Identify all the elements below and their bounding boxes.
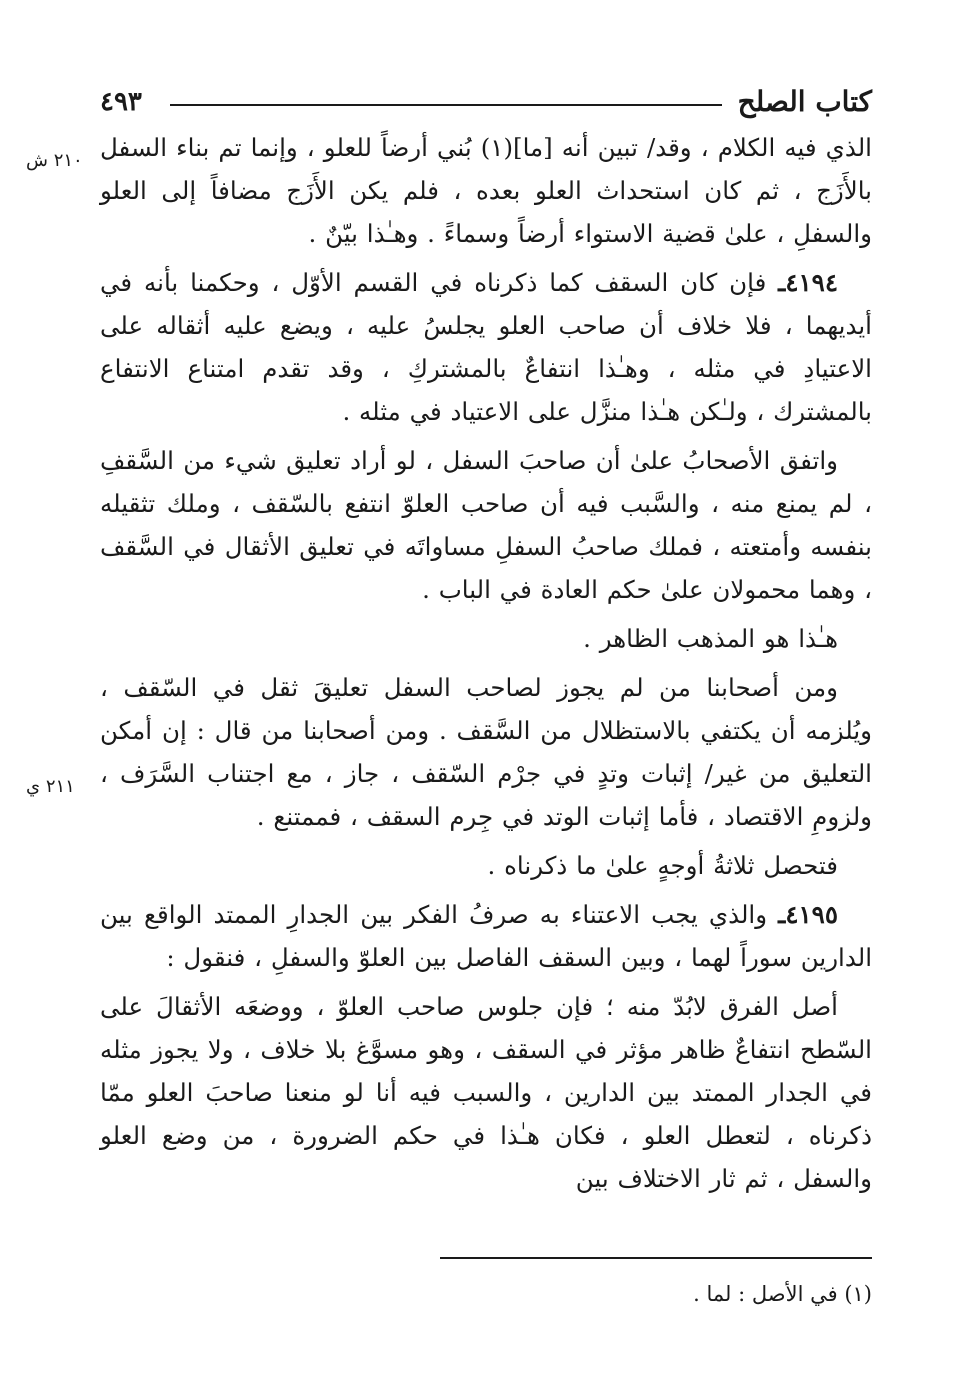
header-rule [170, 104, 722, 106]
paragraph: ٤١٩٥ـ والذي يجب الاعتناء به صرفُ الفكر بين الجدارِ الممتد الواقع بين الدارين سوراً لهما ، وبين السقف الفاصل بين العلوّ والسفلِ ، فنقول : [100, 900, 872, 972]
footnote-marker: (١) [844, 1282, 872, 1306]
margin-note: ٢١١ ي [26, 776, 75, 797]
main-text [100, 126, 872, 1206]
paragraph: هـٰذا هو المذهب الظاهر . [583, 624, 838, 653]
running-header [100, 82, 872, 122]
margin-note: ٢١٠ ش [26, 150, 83, 171]
section-number: ٤١٩٥ـ [778, 900, 838, 929]
page-number: ٤٩٣ [100, 87, 142, 117]
paragraph: فتحصل ثلاثةُ أوجهٍ علىٰ ما ذكرناه . [487, 851, 838, 880]
paragraph: ومن أصحابنا من لم يجوز لصاحب السفل تعليقَ ثقل في السّقف ، ويُلزمه أن يكتفي بالاستظلال من السَّقف . ومن أصحابنا من قال : إن أمكن التعليق من غير/ إثبات وتدٍ في جرْم السّقف ، جاز ، مع اجتناب السَّرَف ، ولزومِ الاقتصاد ، فأما إثبات الوتد في جِرم السقف ، فممتنع . [100, 673, 872, 831]
footnote-text: في الأصل : لما . [693, 1282, 838, 1306]
footnote [693, 1278, 872, 1310]
section-number: ٤١٩٤ـ [778, 268, 838, 297]
paragraph: أصل الفرق لابُدّ منه ؛ فإن جلوس صاحب العلوّ ، ووضعَه الأثقالَ على السّطح انتفاعٌ ظاهر مؤثر في السقف ، وهو مسوَّغ بلا خلاف ، ولا يجوز مثله في الجدار الممتد بين الدارين ، والسبب فيه أنا لو منعنا صاحبَ العلو ممّا ذكرناه ، لتعطل العلو ، فكان هـٰذا في حكم الضرورة ، من وضع العلو والسفل ، ثم ثار الاختلاف بين [100, 992, 872, 1193]
paragraph: واتفق الأصحابُ علىٰ أن صاحبَ السفل ، لو أراد تعليق شيء من السَّقفِ ، لم يمنع منه ، والسَّبب فيه أن صاحب العلوّ انتفع بالسّقف ، وملك تثقيله بنفسه وأمتعته ، فملك صاحبُ السفلِ مساواتَه في تعليق الأثقال في السَّقف ، وهما محمولان علىٰ حكم العادة في الباب . [100, 446, 872, 604]
chapter-title: كتاب الصلح [737, 85, 872, 118]
footnote-rule [440, 1257, 872, 1259]
paragraph: الذي فيه الكلام ، وقد/ تبين أنه [ما](١) بُني أرضاً للعلو ، وإنما تم بناء السفل بالأَزَج ، ثم كان استحداث العلو بعده ، فلم يكن الأَزَج مضافاً إلى العلو والسفلِ ، علىٰ قضية الاستواء أرضاً وسماءً . وهـٰذا بيّنٌ . [100, 133, 872, 248]
paragraph: ٤١٩٤ـ فإن كان السقف كما ذكرناه في القسم الأوّل ، وحكمنا بأنه في أيديهما ، فلا خلاف أن صاحب العلو يجلسُ عليه ، ويضع عليه أثقاله على الاعتيادِ في مثله ، وهـٰذا انتفاعٌ بالمشتركِ ، وقد تقدم امتناع الانتفاع بالمشترك ، ولـٰكن هـٰذا منزَّل على الاعتياد في مثله . [100, 268, 872, 426]
